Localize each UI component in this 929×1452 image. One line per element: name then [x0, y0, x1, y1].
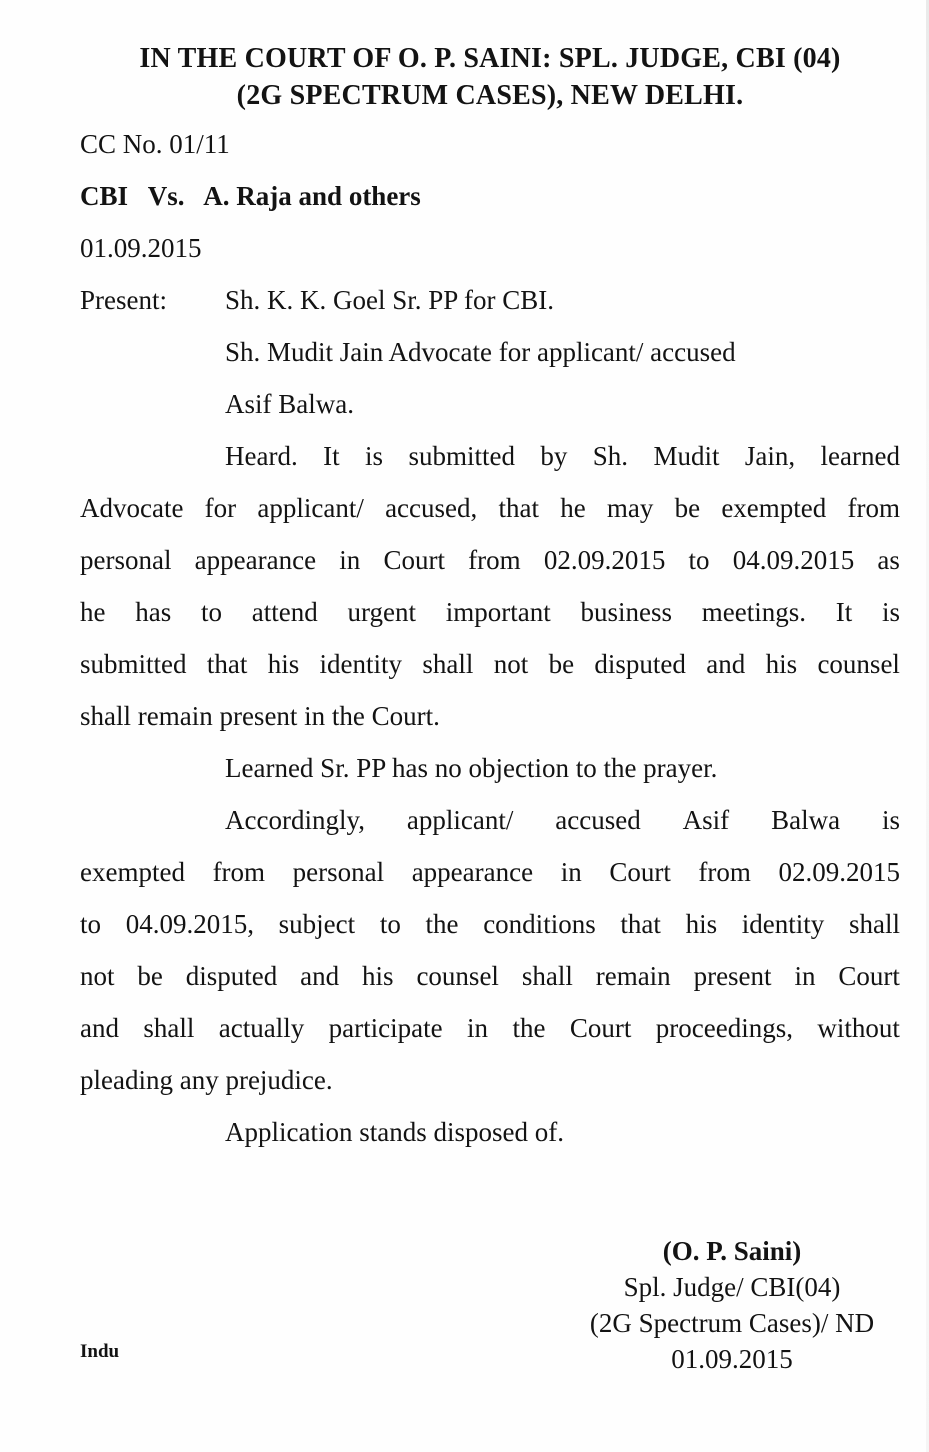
court-title-line-1: IN THE COURT OF O. P. SAINI: SPL. JUDGE, CBI (04) [139, 43, 841, 74]
order-paragraph [80, 794, 900, 1106]
text-line: Learned Sr. PP has no objection to the prayer. [225, 753, 718, 783]
appearances-block [80, 274, 900, 430]
text-line: pleading any prejudice. [80, 1065, 333, 1095]
appearance-lines [225, 274, 900, 430]
text-line: personal appearance in Court from 02.09.2015 to 04.09.2015 as [80, 545, 900, 575]
text-line: Accordingly, applicant/ accused Asif Balwa is [225, 805, 900, 835]
case-number: CC No. 01/11 [80, 129, 230, 159]
judge-designation-line-2: (2G Spectrum Cases)/ ND [589, 1308, 875, 1338]
text-line: Asif Balwa. [225, 389, 354, 419]
document-header [80, 40, 900, 114]
text-line: he has to attend urgent important business meetings. It is [80, 597, 900, 627]
court-title-line-2: (2G SPECTRUM CASES), NEW DELHI. [236, 80, 744, 111]
text-line: Advocate for applicant/ accused, that he may be exempted from [80, 493, 900, 523]
order-paragraph [80, 742, 900, 794]
text-line: and shall actually participate in the Court proceedings, without [80, 1013, 900, 1043]
signature-block [557, 1233, 907, 1377]
text-line: not be disputed and his counsel shall remain present in Court [80, 961, 900, 991]
text-line: Sh. Mudit Jain Advocate for applicant/ accused [225, 337, 736, 367]
order-paragraphs [80, 430, 900, 1158]
order-paragraph [80, 430, 900, 742]
text-line: shall remain present in the Court. [80, 701, 440, 731]
text-line: exempted from personal appearance in Court from 02.09.2015 [80, 857, 900, 887]
text-line: Heard. It is submitted by Sh. Mudit Jain, learned [225, 441, 900, 471]
text-line: submitted that his identity shall not be disputed and his counsel [80, 649, 900, 679]
judge-designation-line-1: Spl. Judge/ CBI(04) [623, 1272, 841, 1302]
stenographer-initials: Indu [80, 1341, 120, 1362]
order-paragraph [80, 1106, 900, 1158]
signature-date: 01.09.2015 [671, 1344, 793, 1374]
document-body [80, 118, 900, 1158]
present-label: Present: [80, 285, 167, 315]
order-date: 01.09.2015 [80, 233, 202, 263]
case-title: CBI Vs. A. Raja and others [80, 181, 421, 211]
text-line: to 04.09.2015, subject to the conditions that his identity shall [80, 909, 900, 939]
text-line: Sh. K. K. Goel Sr. PP for CBI. [225, 285, 555, 315]
judge-name: (O. P. Saini) [662, 1236, 802, 1266]
text-line: Application stands disposed of. [225, 1117, 564, 1147]
